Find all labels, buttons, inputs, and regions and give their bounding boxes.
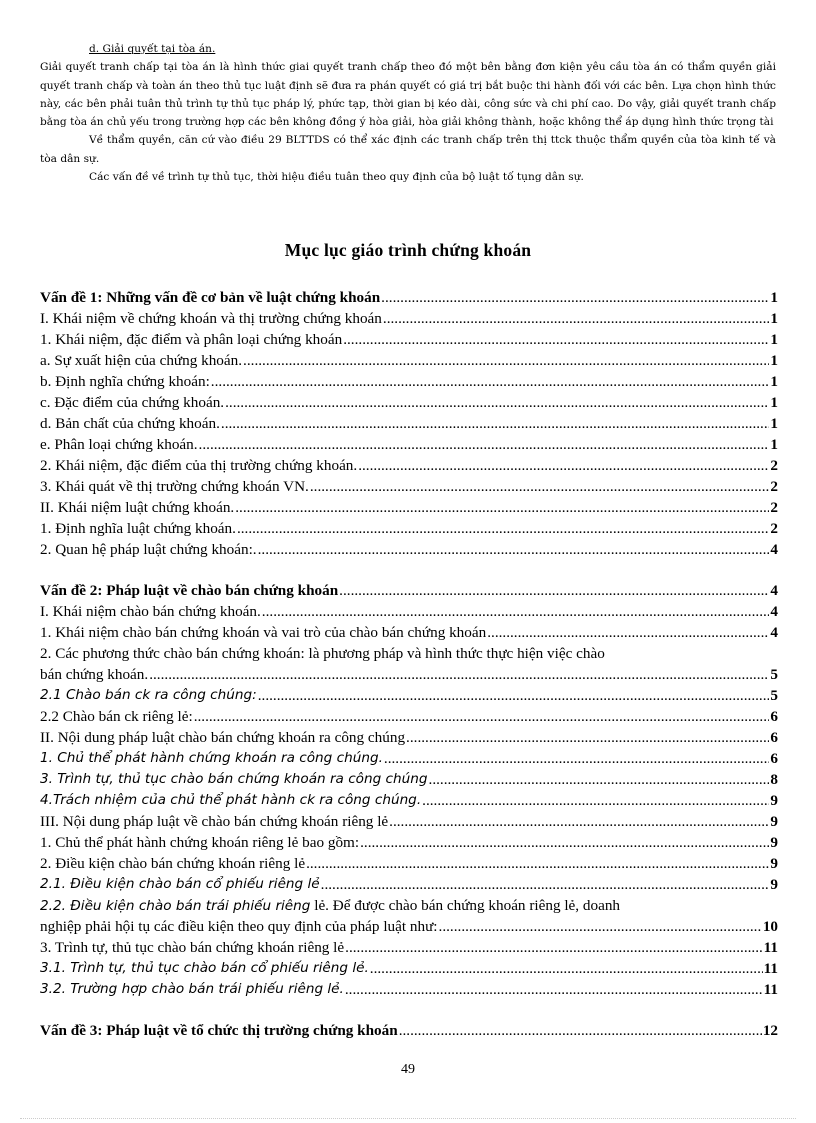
toc-entry[interactable]: 2.1. Điều kiện chào bán cổ phiếu riêng lẻ ..... 9: [40, 874, 778, 895]
toc-entry[interactable]: 4.Trách nhiệm của chủ thể phát hành ck ra công chúng. ..... 9: [40, 790, 778, 811]
intro-section: [40, 40, 776, 186]
intro-paragraph-1: Giải quyết tranh chấp tại tòa án là hình thức giai quyết tranh chấp theo đó một bên bằng đơn kiện yêu cầu tòa án có thẩm quyền giải quyết tranh chấp và toàn án theo thủ tục luật định sẽ đưa ra phán quyết có giá trị bắt buộc thi hành đối với các bên. Lựa chọn hình thức này, các bên phải tuân thủ trình tự thủ tục pháp lý, phức tạp, thời gian bị kéo dài, công sức và chi phí cao. Do vậy, giải quyết tranh chấp bằng tòa án chủ yếu trong trường hợp các bên không đồng ý hòa giải, hòa giải không thành, hoặc không thể áp dụng hình thức trọng tài: [40, 61, 776, 129]
toc-entry[interactable]: 2.2 Chào bán ck riêng lẻ: ..... 6: [40, 706, 778, 727]
toc-entry-multiline[interactable]: [40, 895, 778, 937]
section-heading: d. Giải quyết tại tòa án.: [89, 43, 216, 55]
toc-entry-chapter-3[interactable]: Vấn đề 3: Pháp luật về tổ chức thị trường chứng khoán ..... 12: [40, 1020, 778, 1041]
toc-entry[interactable]: 1. Định nghĩa luật chứng khoán. ..... 2: [40, 518, 778, 539]
page-bottom-divider: [20, 1118, 796, 1119]
toc-entry-line-1: 2.2. Điều kiện chào bán trái phiếu riêng lẻ. Để được chào bán chứng khoán riêng lẻ, doanh: [40, 897, 621, 914]
toc-entry-chapter-1[interactable]: Vấn đề 1: Những vấn đề cơ bản về luật chứng khoán ..... 1: [40, 287, 778, 308]
toc-entry[interactable]: 3. Trình tự, thủ tục chào bán chứng khoán ra công chúng ..... 8: [40, 769, 778, 790]
toc-title: Mục lục giáo trình chứng khoán: [284, 240, 532, 260]
toc-entry[interactable]: e. Phân loại chứng khoán. ..... 1: [40, 434, 778, 455]
page-number: 49: [401, 1062, 415, 1077]
toc-entry[interactable]: 1. Khái niệm chào bán chứng khoán và vai trò của chào bán chứng khoán ..... 4: [40, 622, 778, 643]
toc-entry[interactable]: 1. Chủ thể phát hành chứng khoán ra công chúng. ..... 6: [40, 748, 778, 769]
toc-entry[interactable]: 3.1. Trình tự, thủ tục chào bán cổ phiếu riêng lẻ. ..... 11: [40, 958, 778, 979]
toc-entry[interactable]: 2. Điều kiện chào bán chứng khoán riêng lẻ ..... 9: [40, 853, 778, 874]
toc-entry-chapter-2[interactable]: Vấn đề 2: Pháp luật về chào bán chứng khoán ..... 4: [40, 580, 778, 601]
toc-entry[interactable]: d. Bản chất của chứng khoán. ..... 1: [40, 413, 778, 434]
toc-entry[interactable]: 1. Khái niệm, đặc điểm và phân loại chứng khoán ..... 1: [40, 329, 778, 350]
toc-entry[interactable]: II. Khái niệm luật chứng khoán. ..... 2: [40, 497, 778, 518]
toc-entry[interactable]: 2. Quan hệ pháp luật chứng khoán:. ..... 4: [40, 539, 778, 560]
toc-entry[interactable]: III. Nội dung pháp luật về chào bán chứng khoán riêng lẻ ..... 9: [40, 811, 778, 832]
toc-entry-line-1: 2. Các phương thức chào bán chứng khoán: là phương pháp và hình thức thực hiện việc chào: [40, 645, 605, 662]
toc-entry-multiline[interactable]: [40, 643, 778, 685]
toc-entry[interactable]: a. Sự xuất hiện của chứng khoán. ..... 1: [40, 350, 778, 371]
toc-entry[interactable]: I. Khái niệm chào bán chứng khoán. ..... 4: [40, 601, 778, 622]
toc-entry[interactable]: 2.1 Chào bán ck ra công chúng: ..... 5: [40, 685, 778, 706]
toc-entry[interactable]: 3.2. Trường hợp chào bán trái phiếu riêng lẻ. ..... 11: [40, 979, 778, 1000]
toc-entry-line-2: nghiệp phải hội tụ các điều kiện theo quy định của pháp luật như: ..... 10: [40, 916, 778, 937]
toc-entry-line-2: bán chứng khoán. ..... 5: [40, 664, 778, 685]
toc-entry[interactable]: 3. Khái quát về thị trường chứng khoán VN. ..... 2: [40, 476, 778, 497]
toc-entry[interactable]: I. Khái niệm về chứng khoán và thị trường chứng khoán ..... 1: [40, 308, 778, 329]
toc-entry[interactable]: 1. Chủ thể phát hành chứng khoán riêng lẻ bao gồm: ..... 9: [40, 832, 778, 853]
table-of-contents: [40, 287, 778, 1041]
intro-paragraph-3: Các vấn đề về trình tự thủ tục, thời hiệu điều tuân theo quy định của bộ luật tố tụng dân sự.: [89, 171, 584, 184]
toc-entry[interactable]: 3. Trình tự, thủ tục chào bán chứng khoán riêng lẻ ..... 11: [40, 937, 778, 958]
intro-paragraph-2: Về thẩm quyền, căn cứ vào điều 29 BLTTDS có thể xác định các tranh chấp trên thị ttck thuộc thẩm quyền của tòa kinh tế và tòa dân sự.: [40, 134, 776, 165]
toc-entry[interactable]: c. Đặc điểm của chứng khoán. ..... 1: [40, 392, 778, 413]
toc-entry[interactable]: 2. Khái niệm, đặc điểm của thị trường chứng khoán. ..... 2: [40, 455, 778, 476]
toc-entry[interactable]: b. Định nghĩa chứng khoán: ..... 1: [40, 371, 778, 392]
toc-entry[interactable]: II. Nội dung pháp luật chào bán chứng khoán ra công chúng ..... 6: [40, 727, 778, 748]
